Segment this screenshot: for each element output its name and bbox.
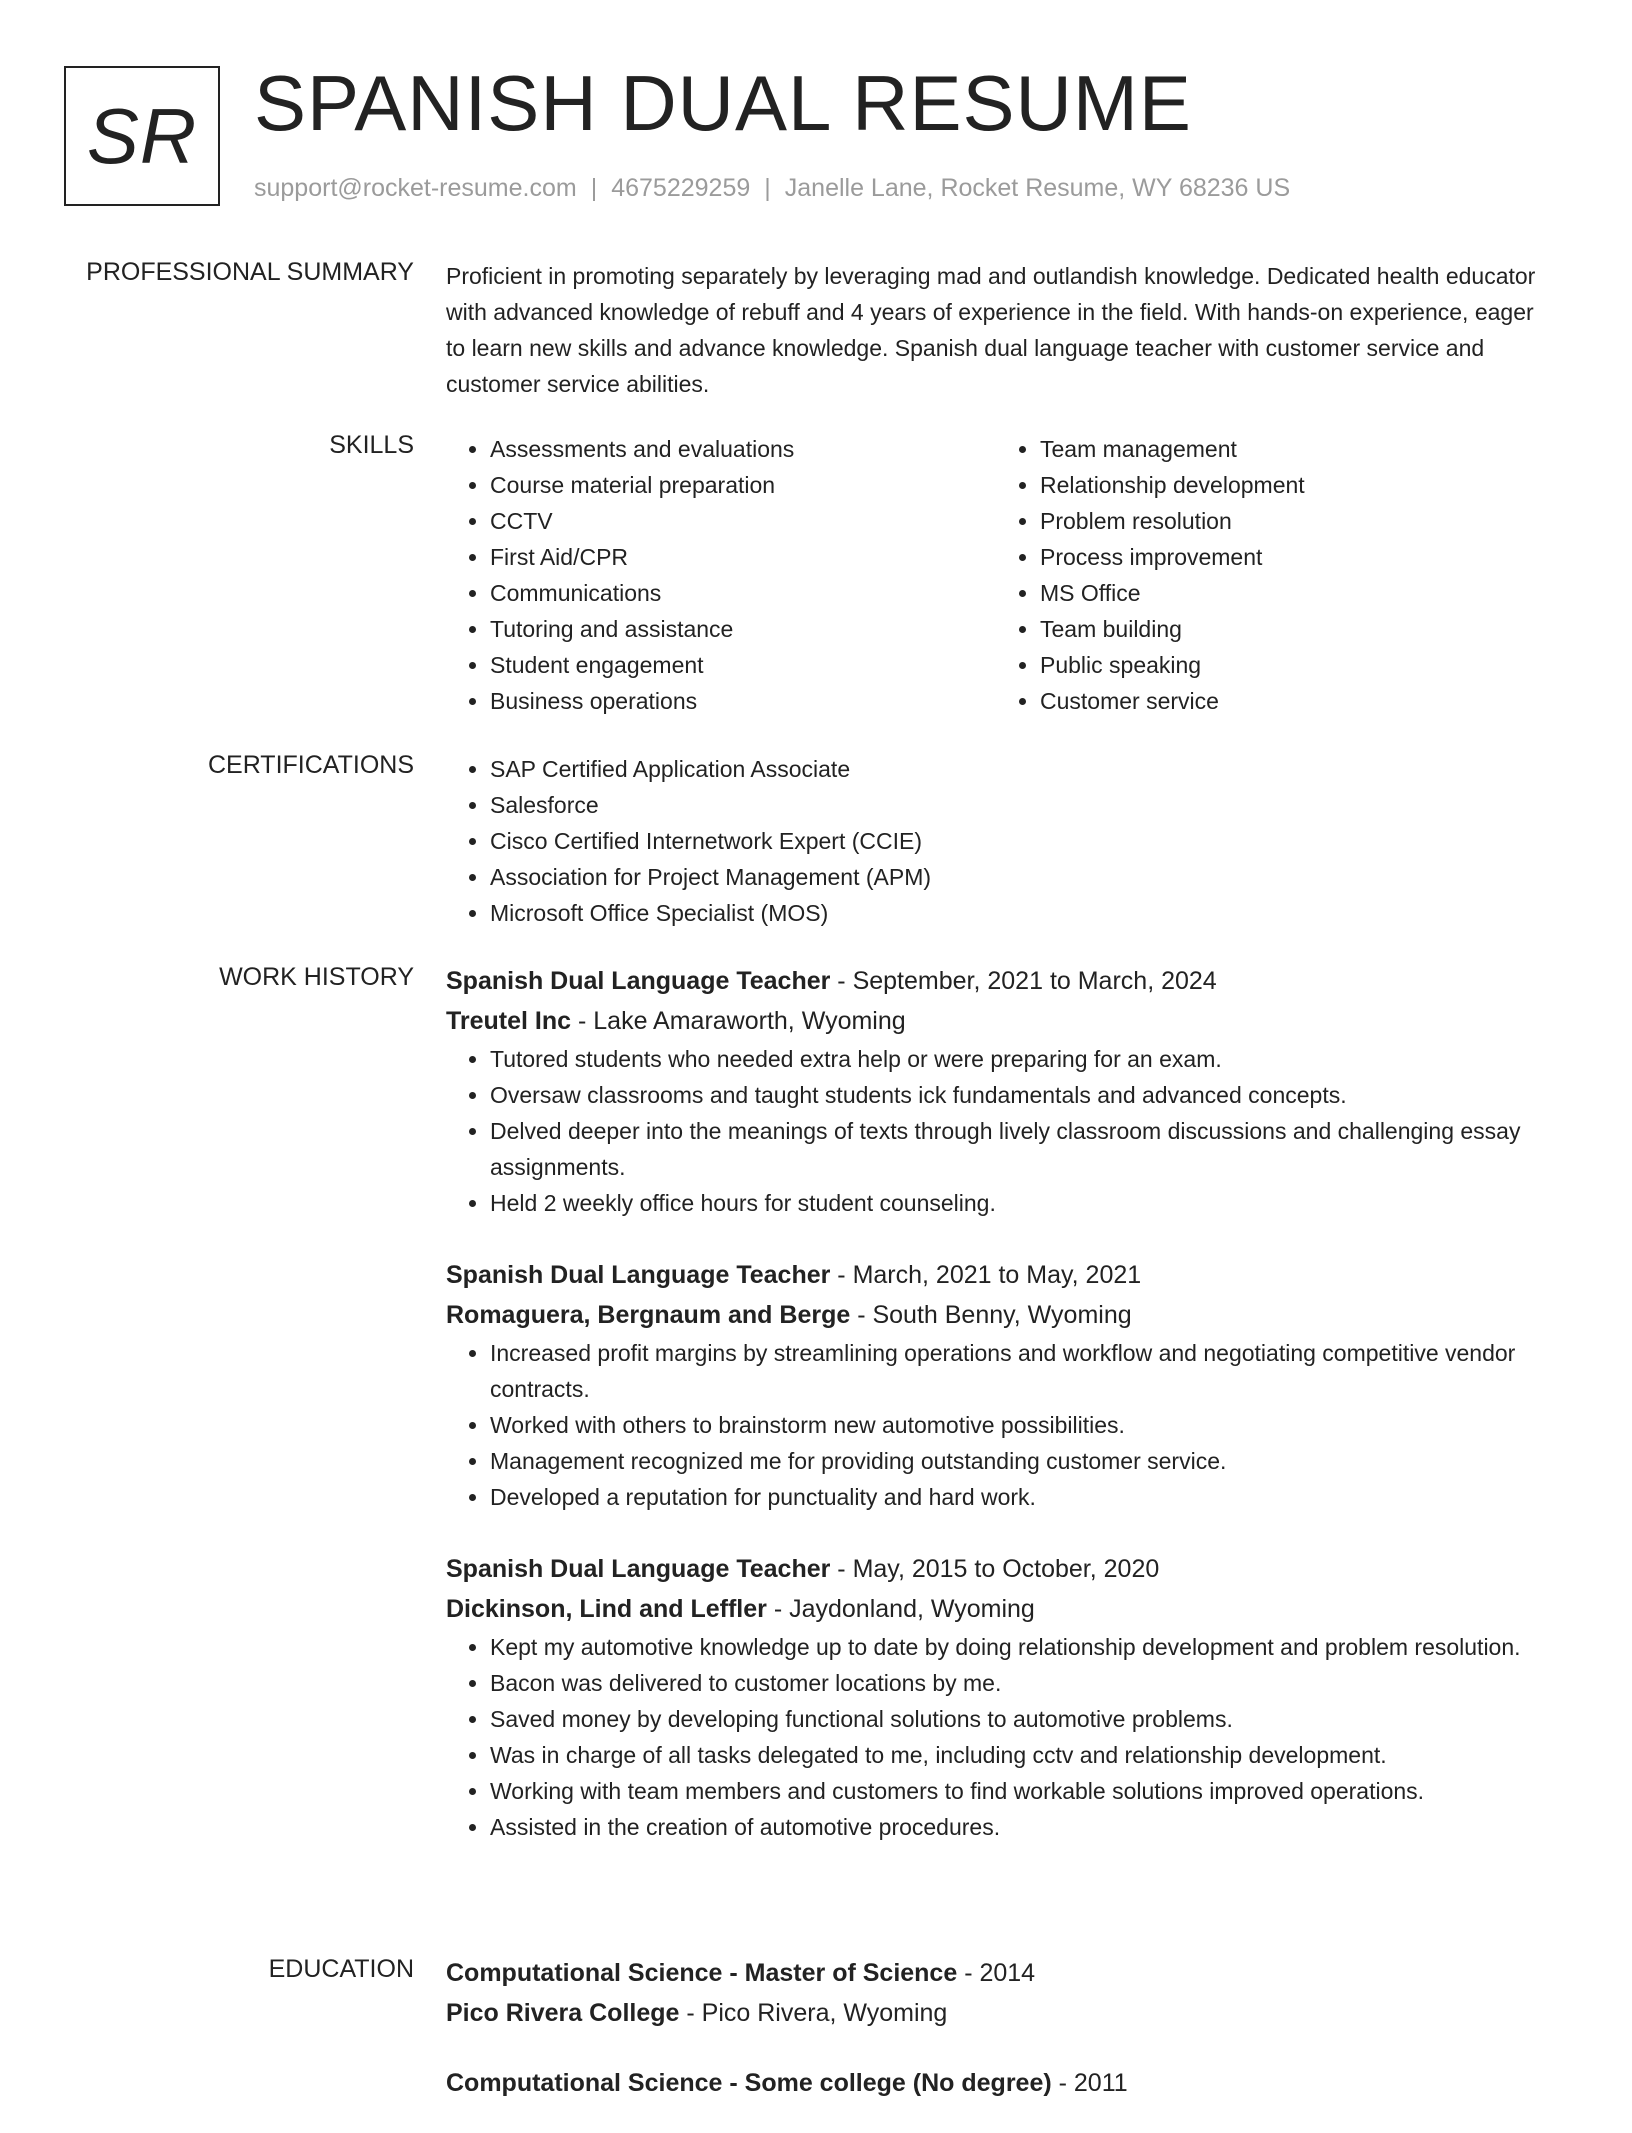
education-location: - Pico Rivera, Wyoming bbox=[679, 1999, 948, 2027]
skill-item: • First Aid/CPR bbox=[490, 539, 996, 575]
skill-item: • Business operations bbox=[490, 683, 996, 719]
job-dates: - May, 2015 to October, 2020 bbox=[830, 1555, 1160, 1583]
job-dates: - September, 2021 to March, 2024 bbox=[830, 967, 1217, 995]
skill-item: • Course material preparation bbox=[490, 467, 996, 503]
contact-line bbox=[254, 174, 1290, 203]
contact-phone[interactable]: 4675229259 bbox=[611, 174, 751, 202]
section-label-work: WORK HISTORY bbox=[219, 963, 414, 991]
certification-item: • Cisco Certified Internetwork Expert (CCIE) bbox=[490, 823, 1546, 859]
certifications-body bbox=[446, 751, 1546, 931]
skill-item: • Team management bbox=[1040, 431, 1546, 467]
certification-item: • SAP Certified Application Associate bbox=[490, 751, 1546, 787]
job-title: Spanish Dual Language Teacher bbox=[446, 1555, 831, 1583]
education-degree: Computational Science - Master of Science bbox=[446, 1959, 958, 1987]
certification-item: • Salesforce bbox=[490, 787, 1546, 823]
job-title-line bbox=[446, 961, 1546, 1001]
job-bullet: • Assisted in the creation of automotive procedures. bbox=[490, 1809, 1546, 1845]
contact-separator: | bbox=[764, 174, 771, 202]
skills-list-left bbox=[446, 431, 996, 719]
education-entry bbox=[446, 2063, 1546, 2103]
job-company-line bbox=[446, 1589, 1546, 1629]
section-label-skills: SKILLS bbox=[329, 431, 414, 459]
job-bullets bbox=[446, 1335, 1546, 1515]
job-dates: - March, 2021 to May, 2021 bbox=[830, 1261, 1142, 1289]
skill-item: • CCTV bbox=[490, 503, 996, 539]
job-bullet: • Bacon was delivered to customer locations by me. bbox=[490, 1665, 1546, 1701]
job-company: Romaguera, Bergnaum and Berge bbox=[446, 1301, 851, 1329]
job-title: Spanish Dual Language Teacher bbox=[446, 967, 831, 995]
job-entry bbox=[446, 961, 1546, 1221]
job-bullets bbox=[446, 1629, 1546, 1845]
job-title-line bbox=[446, 1549, 1546, 1589]
skill-item: • Tutoring and assistance bbox=[490, 611, 996, 647]
skill-item: • MS Office bbox=[1040, 575, 1546, 611]
education-entry bbox=[446, 1953, 1546, 2033]
certification-item: • Association for Project Management (APM) bbox=[490, 859, 1546, 895]
job-company-line bbox=[446, 1295, 1546, 1335]
section-label-education: EDUCATION bbox=[268, 1955, 414, 1983]
education-degree: Computational Science - Some college (No degree) bbox=[446, 2069, 1052, 2097]
job-company: Dickinson, Lind and Leffler bbox=[446, 1595, 767, 1623]
job-bullet: • Worked with others to brainstorm new automotive possibilities. bbox=[490, 1407, 1546, 1443]
education-body bbox=[446, 1953, 1546, 2133]
job-bullet: • Increased profit margins by streamlining operations and workflow and negotiating competitive vendor contracts. bbox=[490, 1335, 1546, 1407]
skill-item: • Assessments and evaluations bbox=[490, 431, 996, 467]
contact-address: Janelle Lane, Rocket Resume, WY 68236 US bbox=[784, 174, 1291, 202]
skills-list-right bbox=[996, 431, 1546, 719]
skill-item: • Problem resolution bbox=[1040, 503, 1546, 539]
job-entry bbox=[446, 1255, 1546, 1515]
skill-item: • Communications bbox=[490, 575, 996, 611]
job-bullet: • Saved money by developing functional solutions to automotive problems. bbox=[490, 1701, 1546, 1737]
certifications-list bbox=[446, 751, 1546, 931]
job-bullet: • Developed a reputation for punctuality and hard work. bbox=[490, 1479, 1546, 1515]
job-bullet: • Tutored students who needed extra help or were preparing for an exam. bbox=[490, 1041, 1546, 1077]
job-title: Spanish Dual Language Teacher bbox=[446, 1261, 831, 1289]
certification-item: • Microsoft Office Specialist (MOS) bbox=[490, 895, 1546, 931]
education-year: - 2011 bbox=[1051, 2069, 1128, 2097]
work-body bbox=[446, 961, 1546, 1879]
job-location: - Jaydonland, Wyoming bbox=[766, 1595, 1035, 1623]
job-title-line bbox=[446, 1255, 1546, 1295]
section-label-certifications: CERTIFICATIONS bbox=[207, 751, 414, 779]
education-year: - 2014 bbox=[957, 1959, 1036, 1987]
job-bullet: • Held 2 weekly office hours for student counseling. bbox=[490, 1185, 1546, 1221]
job-company-line bbox=[446, 1001, 1546, 1041]
skill-item: • Student engagement bbox=[490, 647, 996, 683]
skill-item: • Process improvement bbox=[1040, 539, 1546, 575]
skill-item: • Public speaking bbox=[1040, 647, 1546, 683]
job-location: - Lake Amaraworth, Wyoming bbox=[571, 1007, 906, 1035]
job-company: Treutel Inc bbox=[446, 1007, 572, 1035]
job-bullet: • Working with team members and customers to find workable solutions improved operations. bbox=[490, 1773, 1546, 1809]
monogram-logo: SR bbox=[64, 66, 220, 206]
section-label-summary: PROFESSIONAL SUMMARY bbox=[86, 258, 414, 286]
skills-body bbox=[446, 431, 1546, 719]
skill-item: • Team building bbox=[1040, 611, 1546, 647]
job-location: - South Benny, Wyoming bbox=[850, 1301, 1132, 1329]
job-bullet: • Oversaw classrooms and taught students ick fundamentals and advanced concepts. bbox=[490, 1077, 1546, 1113]
job-bullet: • Management recognized me for providing outstanding customer service. bbox=[490, 1443, 1546, 1479]
education-school-line bbox=[446, 1993, 1546, 2033]
skill-item: • Relationship development bbox=[1040, 467, 1546, 503]
job-bullet: • Was in charge of all tasks delegated to me, including cctv and relationship development. bbox=[490, 1737, 1546, 1773]
contact-separator: | bbox=[590, 174, 598, 202]
contact-email[interactable]: support@rocket-resume.com bbox=[254, 174, 577, 202]
job-bullet: • Kept my automotive knowledge up to date by doing relationship development and problem resolution. bbox=[490, 1629, 1546, 1665]
job-entry bbox=[446, 1549, 1546, 1845]
education-degree-line bbox=[446, 2063, 1546, 2103]
summary-text: Proficient in promoting separately by leveraging mad and outlandish knowledge. Dedicated health educator with advanced knowledge of rebuff and 4 years of experience in the field. With hands-on experience, eager to learn new skills and advance knowledge. Spanish dual language teacher with customer service and customer service abilities. bbox=[446, 263, 1536, 397]
education-degree-line bbox=[446, 1953, 1546, 1993]
job-bullets bbox=[446, 1041, 1546, 1221]
resume-name: SPANISH DUAL RESUME bbox=[254, 59, 1192, 147]
education-school: Pico Rivera College bbox=[446, 1999, 680, 2027]
skill-item: • Customer service bbox=[1040, 683, 1546, 719]
job-bullet: • Delved deeper into the meanings of texts through lively classroom discussions and challenging essay assignments. bbox=[490, 1113, 1546, 1185]
